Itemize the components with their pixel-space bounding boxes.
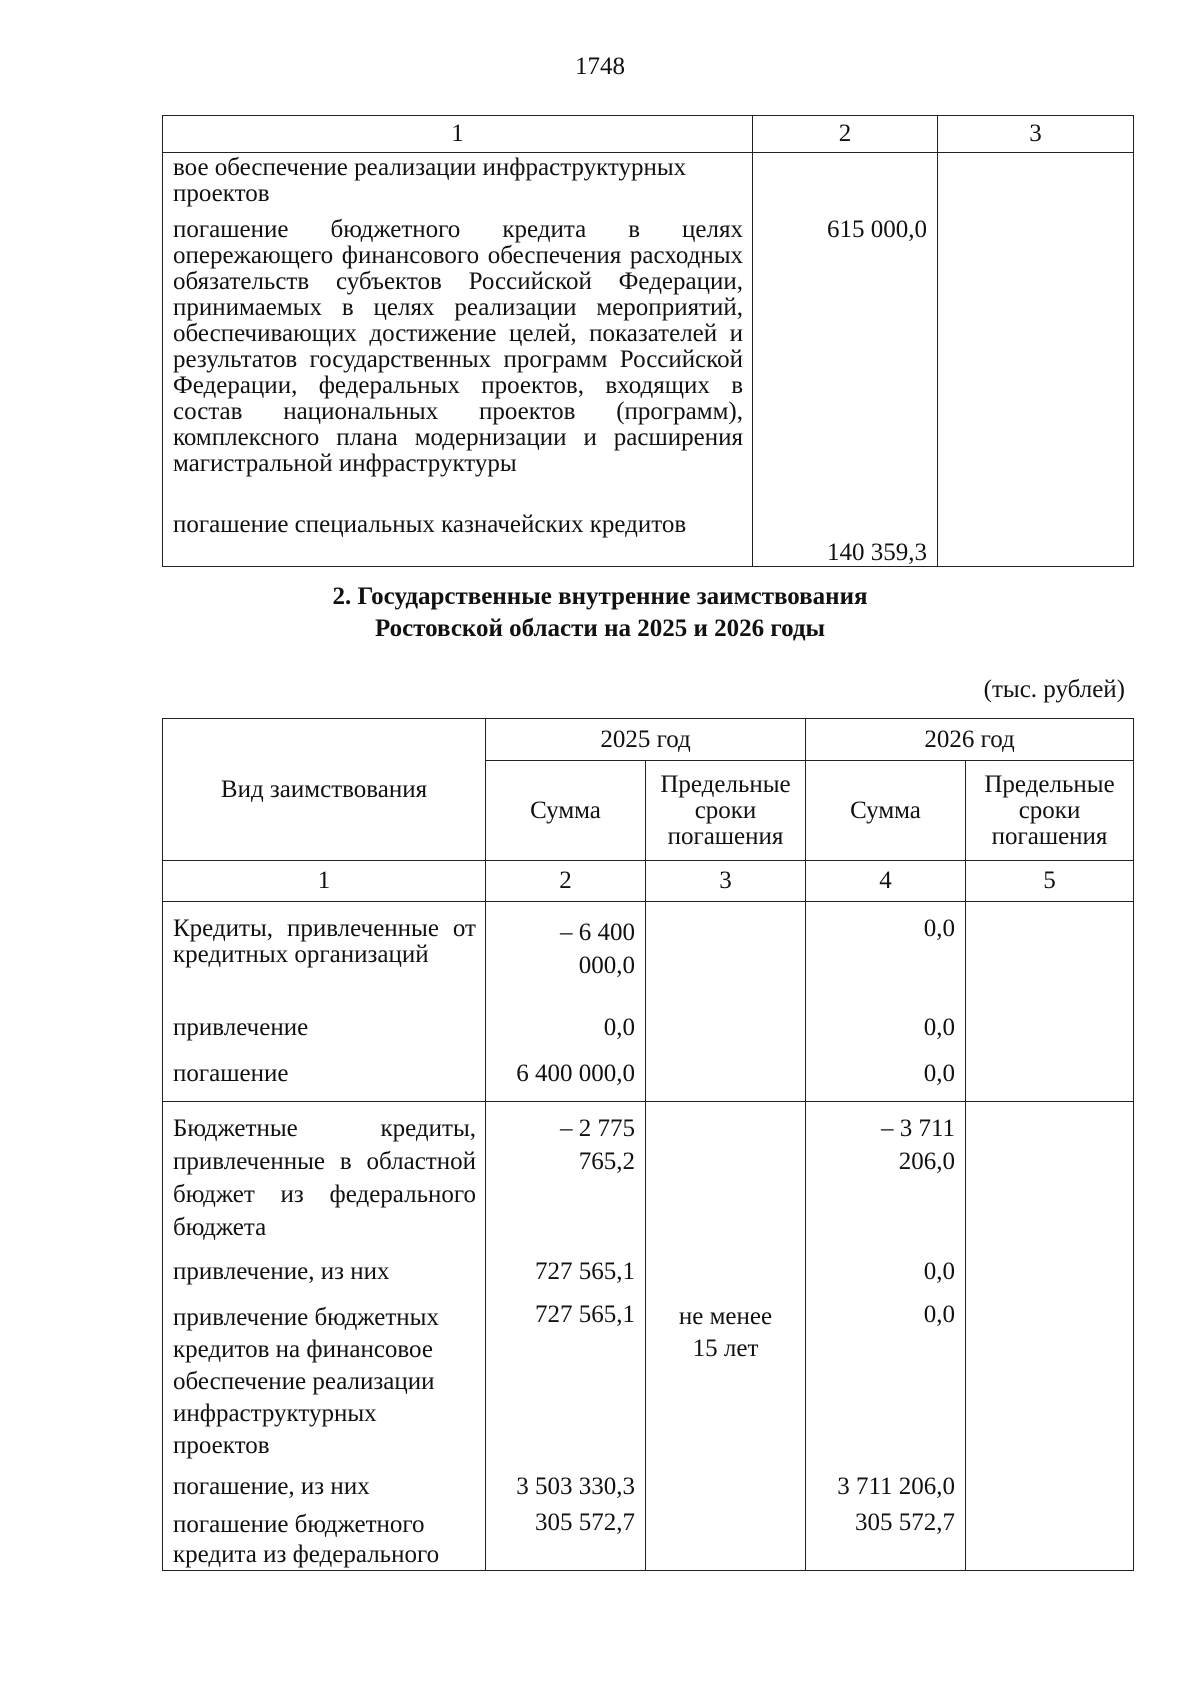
budget-repay-2025: 3 503 330,3 [516,1473,635,1500]
budget-credits-title: Бюджетные кредиты, привлеченные в областной бюджет из федерального бюджета [173,1115,476,1241]
section-title-line-2: Ростовской области на 2025 и 2026 годы [374,615,826,642]
empty-col-3 [938,153,1134,567]
header-term-2026: Предельные сроки погашения [966,761,1134,861]
bank-credits-title: Кредиты, привлеченные от кредитных организаций [173,915,476,968]
borrowings-table [162,718,1134,1571]
header-year-2026: 2026 год [806,719,1134,761]
section-title [0,581,1200,645]
bank-credits-repay-2025: 6 400 000,0 [516,1060,635,1087]
budget-total-2025: – 2 775 765,2 [560,1115,635,1175]
budget-repay-label: погашение, из них [173,1473,370,1500]
budget-infra-2025: 727 565,1 [535,1301,635,1328]
budget-total-2026: – 3 711 206,0 [880,1115,956,1175]
bank-credits-term-2025 [646,902,806,1102]
bank-credits-total-2025: – 6 400 000,0 [560,919,635,979]
col-number-3: 3 [646,861,806,902]
header-col-1: 1 [163,116,753,153]
header-year-2025: 2025 год [486,719,806,761]
col-number-1: 1 [163,861,486,902]
year-header-row [163,719,1134,761]
bank-credits-repay-label: погашение [173,1060,289,1087]
col-number-5: 5 [966,861,1134,902]
table-row-bank-credits [163,902,1134,1102]
bank-credits-attract-2026: 0,0 [923,1014,956,1041]
budget-infra-term-2025: не менее 15 лет [678,1303,773,1362]
value-treasury-credits: 140 359,3 [827,539,927,566]
budget-term-2026 [966,1102,1134,1571]
header-term-2025: Предельные сроки погашения [646,761,806,861]
budget-attract-2026: 0,0 [923,1258,956,1285]
bank-credits-total-2026: 0,0 [923,915,956,942]
budget-infra-label: привлечение бюджетных кредитов на финансовое обеспечение реализации инфраструктурных проектов [173,1304,439,1459]
table-row [163,153,1134,567]
col-number-4: 4 [806,861,966,902]
bank-credits-repay-2026: 0,0 [923,1060,956,1087]
header-borrowing-kind: Вид заимствования [163,719,486,861]
header-col-3: 3 [938,116,1134,153]
budget-repay-2026: 3 711 206,0 [837,1473,956,1500]
section-title-line-1: 2. Государственные внутренние заимствования [332,583,868,610]
budget-repay-fed-2026: 305 572,7 [855,1509,956,1536]
budget-repay-fed-2025: 305 572,7 [535,1509,635,1536]
header-sum-2026: Сумма [806,761,966,861]
header-col-2: 2 [753,116,938,153]
row-text-advance-repayment: погашение бюджетного кредита в целях опережающего финансового обеспечения расходных обязательств субъектов Российской Федерации, принимаемых в целях реализации мероприятий, обеспечивающих достижение целей, показателей и результатов государственных программ Российской Федерации, федеральных проектов, входящих в состав национальных проектов (программ), комплексного плана модернизации и расширения магистральной инфраструктуры [173,216,743,477]
bank-credits-attract-2025: 0,0 [603,1014,635,1041]
row-text-treasury-credits: погашение специальных казначейских кредитов [173,511,687,538]
value-advance-repayment: 615 000,0 [827,216,927,243]
table-header-row [163,116,1134,153]
budget-attract-2025: 727 565,1 [535,1258,635,1285]
row-text-infrastructure: вое обеспечение реализации инфраструктурных проектов [173,154,687,207]
budget-repay-fed-label: погашение бюджетного кредита из федерального [173,1511,440,1568]
budget-infra-2026: 0,0 [923,1301,956,1328]
units-note: (тыс. рублей) [983,676,1125,703]
col-number-2: 2 [486,861,646,902]
page-number: 1748 [575,53,625,80]
table-row-budget-credits [163,1102,1134,1571]
budget-attract-label: привлечение, из них [173,1258,390,1285]
bank-credits-term-2026 [966,902,1134,1102]
header-sum-2025: Сумма [486,761,646,861]
column-number-row [163,861,1134,902]
continuation-table [162,115,1134,567]
bank-credits-attract-label: привлечение [173,1014,309,1041]
